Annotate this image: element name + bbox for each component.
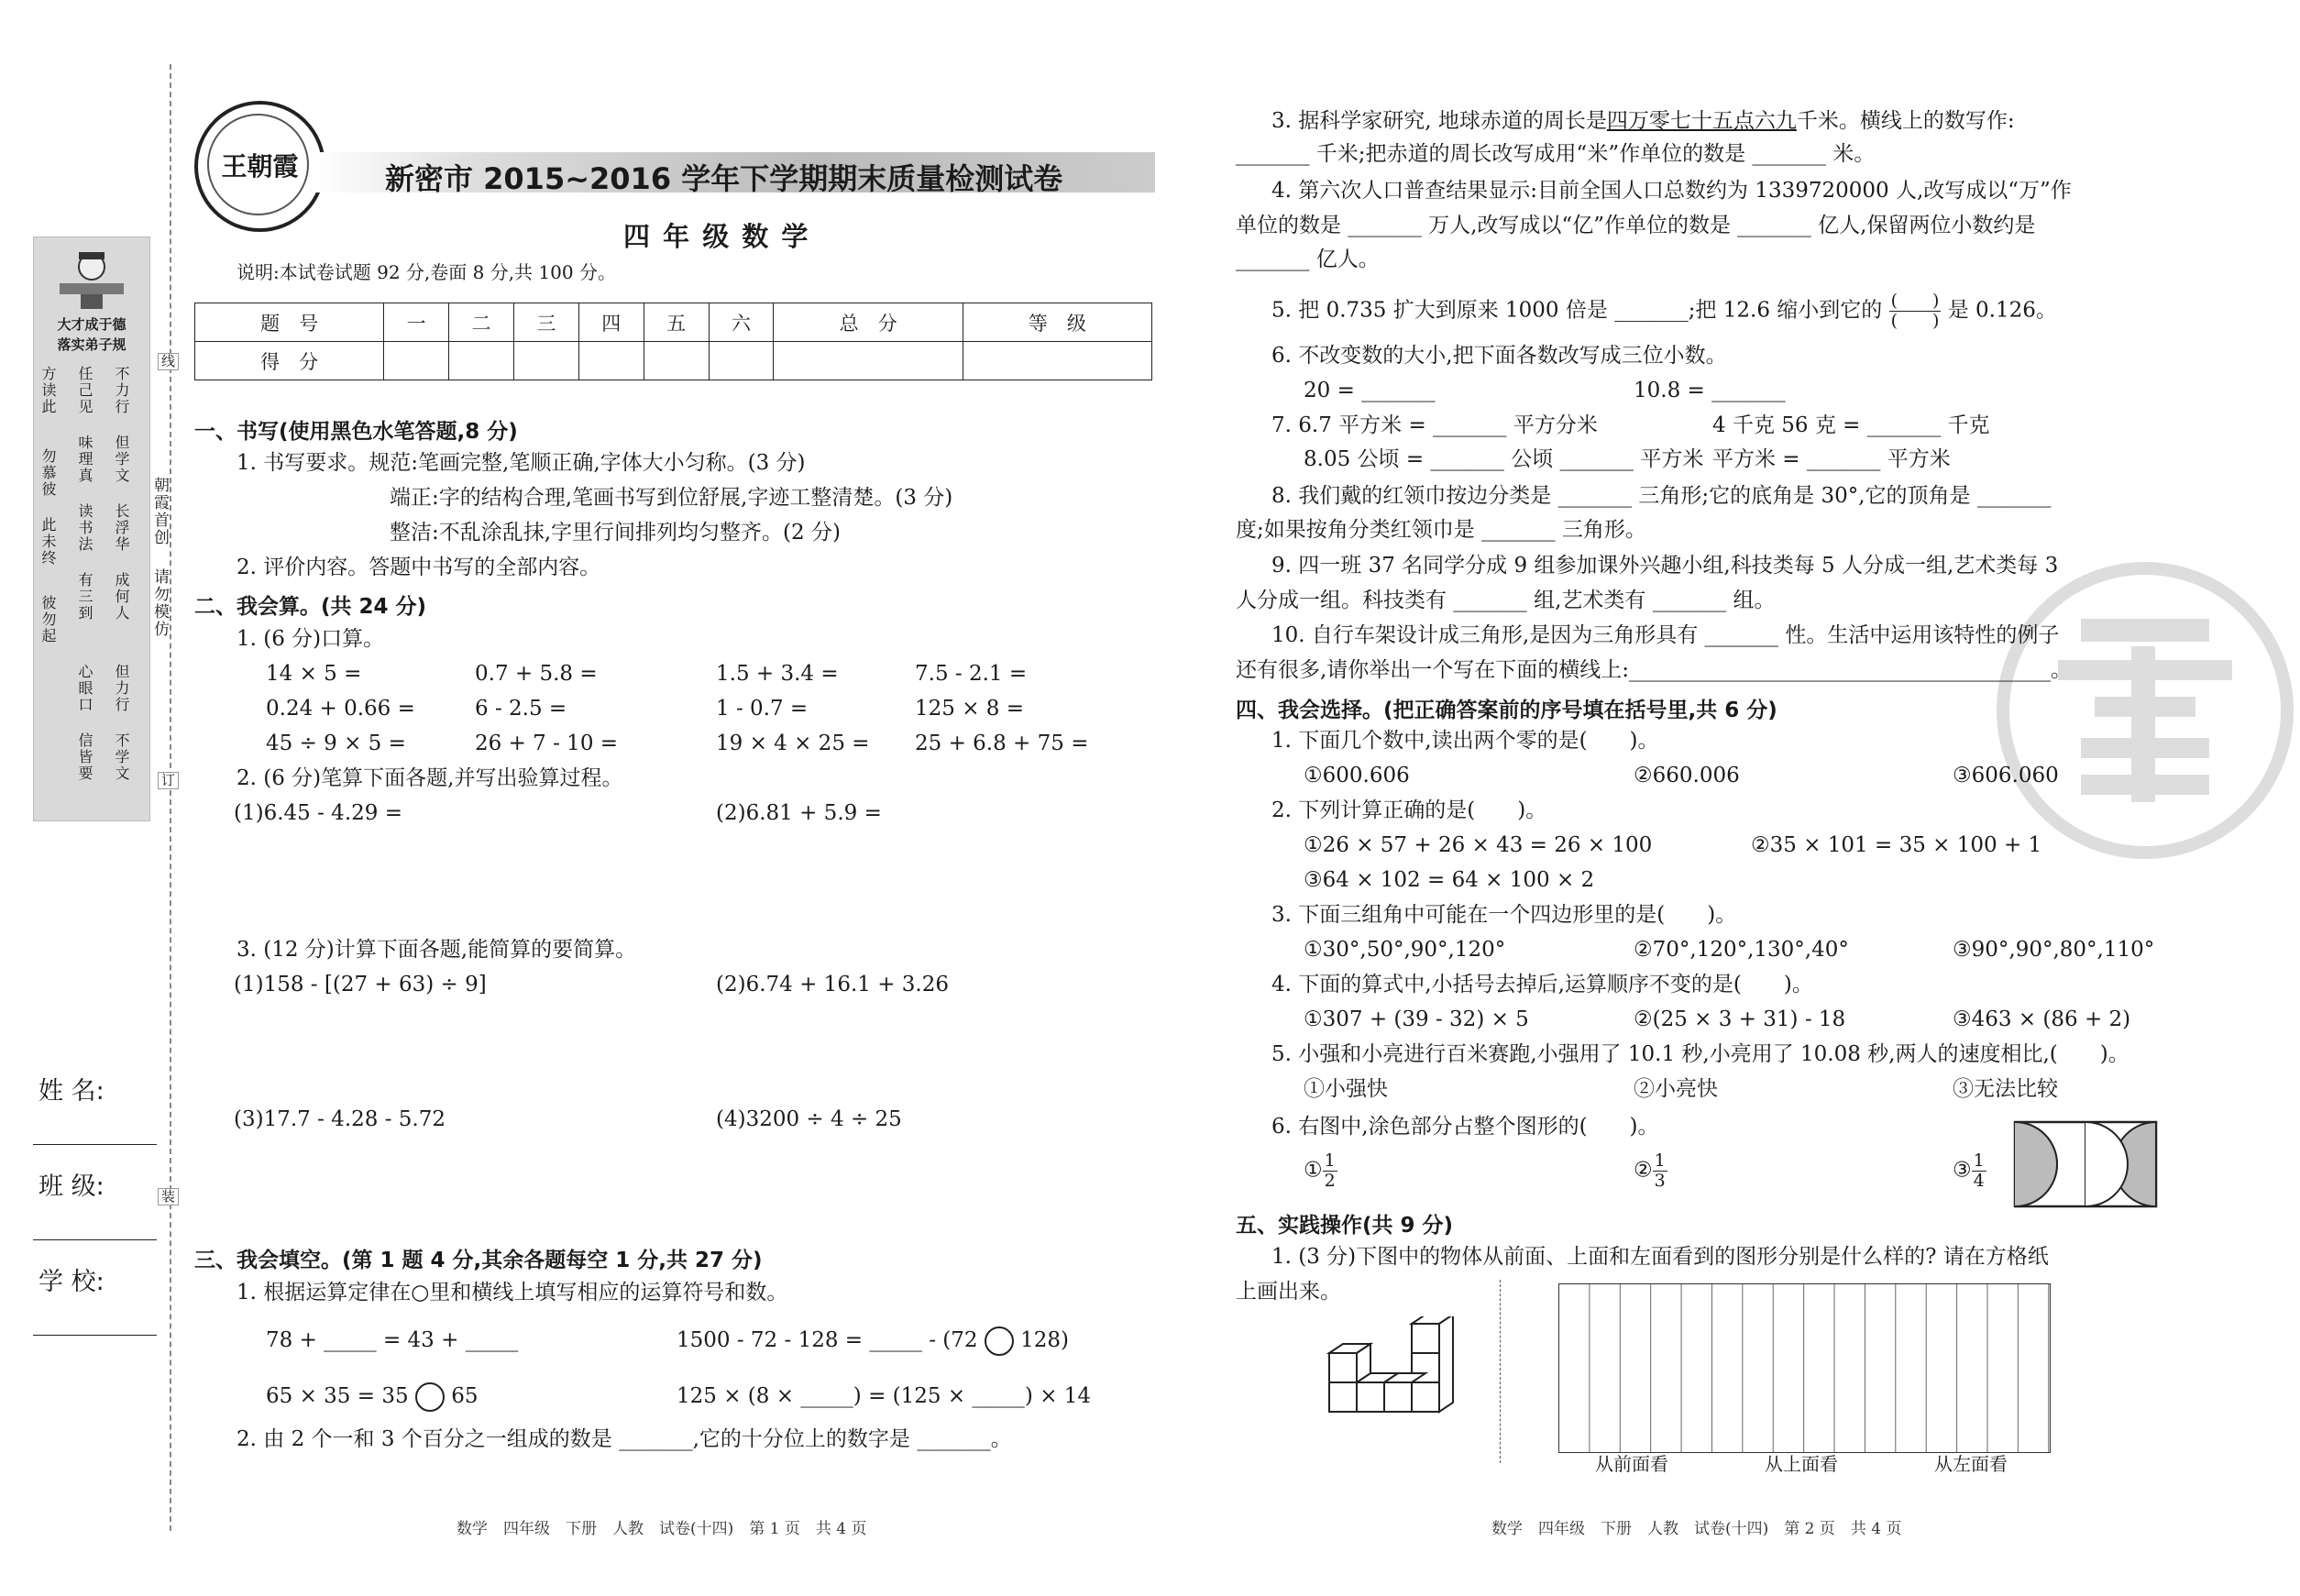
score-header: 四 (578, 303, 644, 342)
binding-dashed-line (170, 64, 171, 1531)
choice-option[interactable]: ②(25 × 3 + 31) - 18 (1634, 1007, 1846, 1031)
oral-item: 1.5 + 3.4 = (716, 662, 839, 686)
choice-q6: 6. 右图中,涂色部分占整个图形的( )。 (1271, 1115, 1659, 1139)
verse: 不力行 (113, 366, 130, 415)
choice-option[interactable]: ③90°,90°,80°,110° (1953, 938, 2155, 962)
section1-line: 1. 书写要求。规范:笔画完整,笔顺正确,字体大小匀称。(3 分) (237, 451, 806, 475)
score-header: 等 级 (963, 303, 1151, 342)
score-cell[interactable] (709, 342, 774, 380)
fill-q3-line1: 3. 据科学家研究, 地球赤道的周长是四万零七十五点六九千米。横线上的数写作: (1271, 109, 2015, 133)
oral-item: 6 - 2.5 = (475, 697, 567, 721)
score-cell[interactable] (578, 342, 644, 380)
practice-q1-line2: 上画出来。 (1236, 1280, 1341, 1304)
fill-q3-line2: _______ 千米;把赤道的周长改写成用“米”作单位的数是 _______ 米。 (1236, 142, 1876, 166)
choice-option[interactable]: ③463 × (86 + 2) (1953, 1007, 2131, 1031)
verse: 不学文 (113, 732, 130, 782)
school-field[interactable] (33, 1335, 157, 1336)
operator-circle[interactable] (415, 1382, 445, 1412)
oral-item: 0.7 + 5.8 = (475, 662, 598, 686)
section1-line: 整洁:不乱涂乱抹,字里行间排列均匀整齐。(2 分) (390, 521, 841, 545)
name-field[interactable] (33, 1144, 157, 1145)
score-cell[interactable] (963, 342, 1151, 380)
fill-q9-line2: 人分成一组。科技类有 _______ 组,艺术类有 _______ 组。 (1236, 589, 1776, 612)
choice-q2: 2. 下列计算正确的是( )。 (1271, 798, 1547, 822)
divider (1500, 1280, 1501, 1463)
fill-q6: 6. 不改变数的大小,把下面各数改写成三位小数。 (1271, 344, 1727, 368)
choice-option[interactable]: ②660.006 (1634, 764, 1740, 787)
calc-item: (1)158 - [(27 + 63) ÷ 9] (234, 973, 487, 996)
fill-q7a: 7. 6.7 平方米 = _______ 平方分米 (1271, 413, 1598, 437)
verse: 此未终 (39, 517, 57, 567)
fill-item: 65 × 35 = 35 65 (266, 1382, 479, 1412)
cube-stack-figure (1325, 1316, 1467, 1417)
calc-item: (2)6.81 + 5.9 = (716, 801, 882, 825)
section3-q2: 2. 由 2 个一和 3 个百分之一组成的数是 _______,它的十分位上的数字是 _______。 (237, 1427, 1012, 1451)
choice-option[interactable]: ①30°,50°,90°,120° (1304, 938, 1506, 962)
watermark-seal-icon (1994, 559, 2296, 862)
name-label: 姓 名: (39, 1077, 105, 1106)
score-cell[interactable] (384, 342, 449, 380)
choice-option[interactable]: ① $\frac{1}{2}$ (1304, 1150, 1336, 1191)
fill-q7c: 8.05 公顷 = _______ 公顷 _______ 平方米 (1304, 447, 1704, 471)
sidebar-panel (33, 237, 150, 821)
section2-q3: 3. (12 分)计算下面各题,能简算的要简算。 (237, 938, 637, 962)
score-cell[interactable] (449, 342, 514, 380)
verse: 但学文 (113, 435, 130, 484)
calc-item: (4)3200 ÷ 4 ÷ 25 (716, 1107, 902, 1131)
choice-option[interactable]: ③606.060 (1953, 764, 2059, 787)
score-header: 一 (384, 303, 449, 342)
oral-item: 0.24 + 0.66 = (266, 697, 415, 721)
vertical-note-1: 朝霞首创 (150, 477, 169, 546)
view-label: 从左面看 (1934, 1453, 2008, 1475)
practice-q1-line1: 1. (3 分)下图中的物体从前面、上面和左面看到的图形分别是什么样的? 请在方格纸 (1271, 1245, 2049, 1269)
verse: 成何人 (113, 572, 130, 622)
choice-option[interactable]: ①26 × 57 + 26 × 43 = 26 × 100 (1304, 833, 1653, 857)
verse: 读书法 (76, 503, 94, 553)
section1-line: 2. 评价内容。答题中书写的全部内容。 (237, 556, 601, 579)
oral-item: 19 × 4 × 25 = (716, 732, 870, 755)
vertical-note-2: 请勿模仿 (150, 568, 169, 638)
view-label: 从上面看 (1765, 1453, 1838, 1475)
school-label: 学 校: (39, 1268, 105, 1296)
section2-q2: 2. (6 分)笔算下面各题,并写出验算过程。 (237, 766, 623, 790)
fill-q8-line1: 8. 我们戴的红领巾按边分类是 _______ 三角形;它的底角是 30°,它的顶角是 _______ (1271, 484, 2052, 508)
score-header: 题 号 (195, 303, 384, 342)
subject-title: 四 年 级 数 学 (623, 221, 810, 252)
fill-q8-line2: 度;如果按角分类红领巾是 _______ 三角形。 (1236, 518, 1646, 542)
choice-option[interactable]: ①600.606 (1304, 764, 1410, 787)
scholar-illustration-icon (55, 247, 128, 311)
fill-q7b: 4 千克 56 克 = _______ 千克 (1712, 413, 1990, 437)
choice-option[interactable]: ③64 × 102 = 64 × 100 × 2 (1304, 868, 1595, 892)
sidebar-motto-1: 大才成于德 (57, 316, 127, 333)
fill-q9-line1: 9. 四一班 37 名同学分成 9 组参加课外兴趣小组,科技类每 5 人分成一组,艺术类每 3 (1271, 554, 2059, 578)
score-header: 六 (709, 303, 774, 342)
calc-item: (3)17.7 - 4.28 - 5.72 (234, 1107, 446, 1131)
score-cell[interactable] (644, 342, 709, 380)
section3-q1: 1. 根据运算定律在○里和横线上填写相应的运算符号和数。 (237, 1281, 788, 1304)
fill-q5: 5. 把 0.735 扩大到原来 1000 倍是 _______;把 12.6 缩小到它的 $\frac{( )}{( )}$ 是 0.126。 (1271, 291, 2057, 331)
choice-q1: 1. 下面几个数中,读出两个零的是( )。 (1271, 729, 1659, 753)
choice-option[interactable]: ②70°,120°,130°,40° (1634, 938, 1849, 962)
oral-item: 1 - 0.7 = (716, 697, 809, 721)
fill-item: 78 + _____ = 43 + _____ (266, 1328, 519, 1352)
verse: 信皆要 (76, 732, 94, 782)
section3-heading: 三、我会填空。(第 1 题 4 分,其余各题每空 1 分,共 27 分) (194, 1249, 763, 1272)
score-header: 总 分 (774, 303, 963, 342)
verse: 勿慕彼 (39, 448, 57, 498)
sidebar-motto-2: 落实弟子规 (57, 336, 127, 353)
binding-mark-1: 线 (158, 353, 179, 370)
score-row-label: 得 分 (195, 342, 384, 380)
oral-item: 26 + 7 - 10 = (475, 732, 619, 755)
exam-note: 说明:本试卷试题 92 分,卷面 8 分,共 100 分。 (237, 261, 616, 283)
footer-right: 数学 四年级 下册 人教 试卷(十四) 第 2 页 共 4 页 (1491, 1520, 1902, 1538)
choice-option[interactable]: ③ $\frac{1}{4}$ (1953, 1150, 1985, 1191)
choice-option[interactable]: ①307 + (39 - 32) × 5 (1304, 1007, 1529, 1031)
verse: 心眼口 (76, 664, 94, 713)
fill-q4-line3: _______ 亿人。 (1236, 248, 1380, 271)
oral-item: 125 × 8 = (915, 697, 1025, 721)
fill-q7d: 平方米 = _______ 平方米 (1712, 447, 1951, 471)
verse: 但力行 (113, 664, 130, 713)
page-title: 新密市 2015~2016 学年下学期期末质量检测试卷 (385, 161, 1063, 196)
choice-option[interactable]: ①小强快 (1304, 1077, 1388, 1101)
score-cell[interactable] (774, 342, 963, 380)
calc-item: (2)6.74 + 16.1 + 3.26 (716, 973, 949, 996)
choice-q5: 5. 小强和小亮进行百米赛跑,小强用了 10.1 秒,小亮用了 10.08 秒,两人的速度相比,( )。 (1271, 1042, 2129, 1066)
fill-item: 125 × (8 × _____) = (125 × _____) × 14 (677, 1384, 1092, 1408)
oral-item: 25 + 6.8 + 75 = (915, 732, 1089, 755)
binding-mark-3: 装 (158, 1188, 179, 1205)
logo (194, 101, 325, 232)
choice-option[interactable]: ② $\frac{1}{3}$ (1634, 1150, 1666, 1191)
view-label: 从前面看 (1595, 1453, 1668, 1475)
binding-mark-2: 订 (158, 772, 179, 789)
drawing-grid[interactable] (1558, 1283, 2051, 1453)
logo-text: 王朝霞 (221, 151, 299, 182)
score-table (194, 303, 1152, 380)
section5-heading: 五、实践操作(共 9 分) (1236, 1214, 1454, 1238)
fill-item: 1500 - 72 - 128 = _____ - (72 128) (677, 1326, 1069, 1356)
verse: 味理真 (76, 435, 94, 484)
oral-item: 14 × 5 = (266, 662, 362, 686)
operator-circle[interactable] (985, 1326, 1014, 1356)
section1-heading: 一、书写(使用黑色水笔答题,8 分) (194, 420, 518, 444)
fill-q6a: 20 = _______ (1304, 379, 1436, 402)
oral-item: 7.5 - 2.1 = (915, 662, 1028, 686)
fill-q10-line2: 还有很多,请你举出一个写在下面的横线上:________________________________________。 (1236, 658, 2073, 682)
fraction-blank[interactable]: $\frac{( )}{( )}$ (1890, 291, 1940, 331)
choice-q4: 4. 下面的算式中,小括号去掉后,运算顺序不变的是( )。 (1271, 973, 1813, 996)
verse: 彼勿起 (39, 595, 57, 644)
choice-option[interactable]: ②35 × 101 = 35 × 100 + 1 (1751, 833, 2042, 857)
shaded-figure (2013, 1120, 2158, 1208)
score-cell[interactable] (513, 342, 578, 380)
score-header: 五 (644, 303, 709, 342)
choice-q3: 3. 下面三组角中可能在一个四边形里的是( )。 (1271, 903, 1737, 927)
fill-q4-line1: 4. 第六次人口普查结果显示:目前全国人口总数约为 1339720000 人,改写成以“万”作 (1271, 179, 2072, 203)
section2-heading: 二、我会算。(共 24 分) (194, 595, 427, 619)
choice-option[interactable]: ③无法比较 (1953, 1077, 2058, 1101)
score-header: 三 (513, 303, 578, 342)
footer-left: 数学 四年级 下册 人教 试卷(十四) 第 1 页 共 4 页 (457, 1520, 867, 1538)
choice-option[interactable]: ②小亮快 (1634, 1077, 1718, 1101)
calc-item: (1)6.45 - 4.29 = (234, 801, 402, 825)
verse: 方读此 (39, 366, 57, 415)
section4-heading: 四、我会选择。(把正确答案前的序号填在括号里,共 6 分) (1236, 699, 1777, 722)
section1-line: 端正:字的结构合理,笔画书写到位舒展,字迹工整清楚。(3 分) (390, 486, 953, 510)
section2-q1: 1. (6 分)口算。 (237, 627, 385, 651)
class-field[interactable] (33, 1239, 157, 1240)
verse: 长浮华 (113, 503, 130, 553)
class-label: 班 级: (39, 1172, 105, 1201)
oral-item: 45 ÷ 9 × 5 = (266, 732, 406, 755)
fill-q6b: 10.8 = _______ (1634, 379, 1786, 402)
verse: 任己见 (76, 366, 94, 415)
verse: 有三到 (76, 572, 94, 622)
fill-q4-line2: 单位的数是 _______ 万人,改写成以“亿”作单位的数是 _______ 亿人,保留两位小数约是 (1236, 214, 2036, 237)
fill-q10-line1: 10. 自行车架设计成三角形,是因为三角形具有 _______ 性。生活中运用该特性的例子 (1271, 623, 2060, 647)
score-header: 二 (449, 303, 514, 342)
